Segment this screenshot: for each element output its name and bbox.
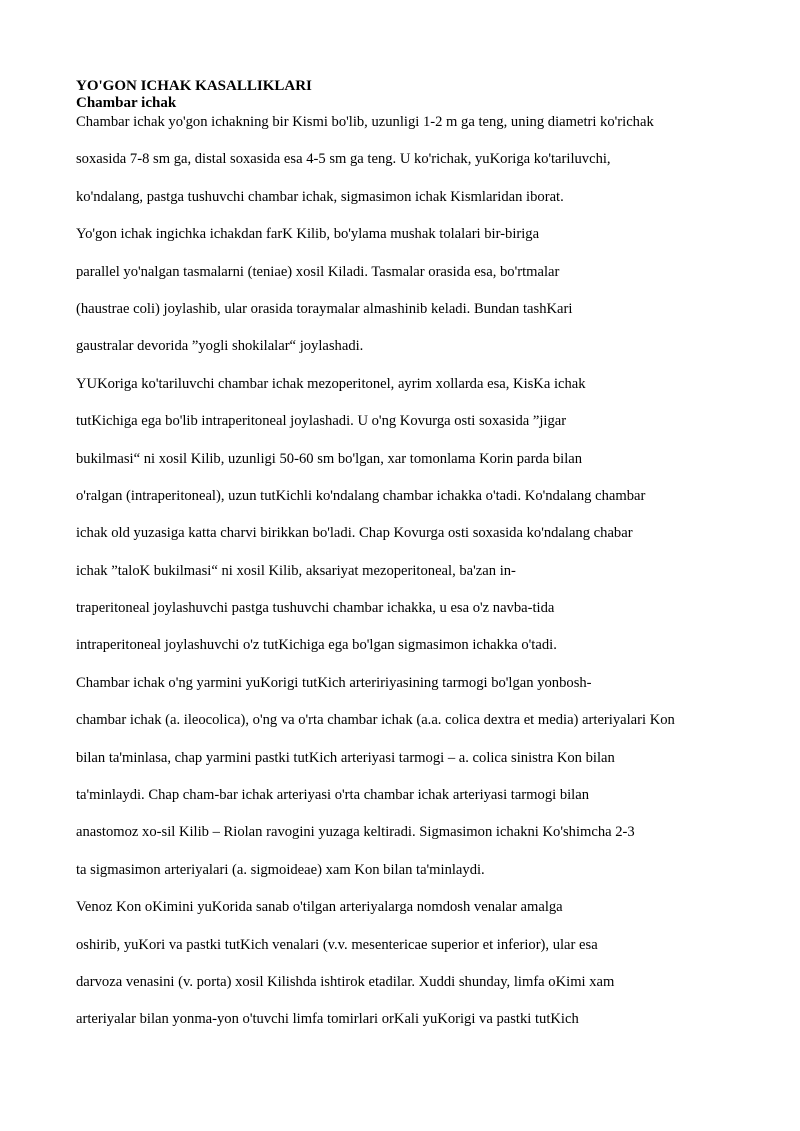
text-line: Chambar ichak yo'gon ichakning bir Kismi bo'lib, uzunligi 1-2 m ga teng, uning diametri ko'richak <box>76 114 654 130</box>
text-line: bukilmasi“ ni xosil Kilib, uzunligi 50-60 sm bo'lgan, xar tomonlama Korin parda bilan <box>76 450 583 467</box>
text-line: parallel yo'nalgan tasmalarni (teniae) xosil Kiladi. Tasmalar orasida esa, bo'rtmalar <box>76 263 560 280</box>
text-line: gaustralar devorida ”yogli shokilalar“ joylashadi. <box>76 338 364 355</box>
text-line: soxasida 7-8 sm ga, distal soxasida esa 4-5 sm ga teng. U ko'richak, yuKoriga ko'tariluvchi, <box>76 151 611 168</box>
text-line: ta sigmasimon arteriyalari (a. sigmoideae) xam Kon bilan ta'minlaydi. <box>76 861 485 878</box>
text-line: ichak old yuzasiga katta charvi birikkan bo'ladi. Chap Kovurga osti soxasida ko'ndalang chabar <box>76 525 633 542</box>
text-line: Venoz Kon oKimini yuKorida sanab o'tilgan arteriyalarga nomdosh venalar amalga <box>76 899 563 916</box>
text-line: chambar ichak (a. ileocolica), o'ng va o'rta chambar ichak (a.a. colica dextra et media) arteriyalari Kon <box>76 712 675 729</box>
text-line: (haustrae coli) joylashib, ular orasida toraymalar almashinib keladi. Bundan tashKari <box>76 300 573 317</box>
text-line: oshirib, yuKori va pastki tutKich venalari (v.v. mesentericae superior et inferior), ular esa <box>76 936 598 953</box>
text-line: ko'ndalang, pastga tushuvchi chambar ichak, sigmasimon ichak Kismlaridan iborat. <box>76 188 564 205</box>
document-title: YO'GON ICHAK KASALLIKLARI <box>76 78 312 94</box>
section-heading: Chambar ichak <box>76 95 177 111</box>
text-line: darvoza venasini (v. porta) xosil Kilishda ishtirok etadilar. Xuddi shunday, limfa oKimi xam <box>76 973 615 990</box>
text-line: Chambar ichak o'ng yarmini yuKorigi tutKich arteririyasining tarmogi bo'lgan yonbosh- <box>76 674 592 691</box>
text-line: ta'minlaydi. Chap cham-bar ichak arteriyasi o'rta chambar ichak arteriyasi tarmogi bilan <box>76 787 589 804</box>
text-line: anastomoz xo-sil Kilib – Riolan ravogini yuzaga keltiradi. Sigmasimon ichakni Ko'shimcha 2-3 <box>76 824 635 841</box>
text-line: arteriyalar bilan yonma-yon o'tuvchi limfa tomirlari orKali yuKorigi va pastki tutKich <box>76 1011 579 1028</box>
document-page <box>76 78 726 1049</box>
text-line: traperitoneal joylashuvchi pastga tushuvchi chambar ichakka, u esa o'z navba-tida <box>76 600 555 617</box>
text-line: YUKoriga ko'tariluvchi chambar ichak mezoperitonel, ayrim xollarda esa, KisKa ichak <box>76 375 586 392</box>
body-text <box>76 114 726 1049</box>
text-line: tutKichiga ega bo'lib intraperitoneal joylashadi. U o'ng Kovurga osti soxasida ”jigar <box>76 413 567 430</box>
text-line: bilan ta'minlasa, chap yarmini pastki tutKich arteriyasi tarmogi – a. colica sinistra Kon bilan <box>76 749 615 766</box>
text-line: intraperitoneal joylashuvchi o'z tutKichiga ega bo'lgan sigmasimon ichakka o'tadi. <box>76 637 557 654</box>
text-line: ichak ”taloK bukilmasi“ ni xosil Kilib, aksariyat mezoperitoneal, ba'zan in- <box>76 562 516 579</box>
text-line: o'ralgan (intraperitoneal), uzun tutKichli ko'ndalang chambar ichakka o'tadi. Ko'ndalang chambar <box>76 487 646 504</box>
text-line: Yo'gon ichak ingichka ichakdan farK Kilib, bo'ylama mushak tolalari bir-biriga <box>76 226 540 243</box>
